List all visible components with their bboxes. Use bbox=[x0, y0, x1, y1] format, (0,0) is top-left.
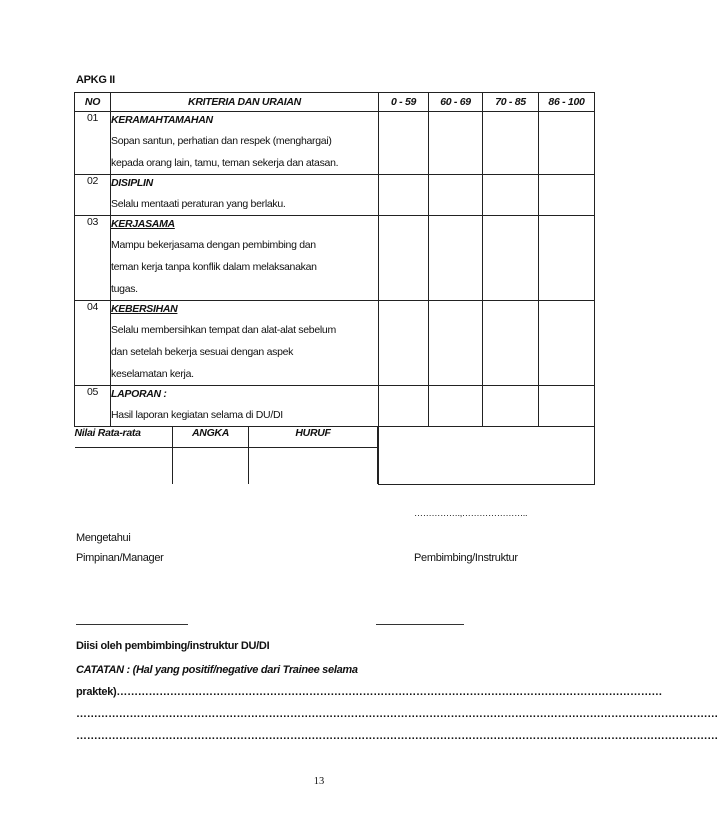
criteria-cell bbox=[111, 386, 379, 427]
score-cell-range-2[interactable] bbox=[429, 175, 483, 216]
place-date-line: …………….,………………….. bbox=[414, 508, 528, 518]
score-cell-range-1[interactable] bbox=[379, 216, 429, 301]
mengetahui-label: Mengetahui bbox=[76, 532, 131, 544]
criteria-description-line: Hasil laporan kegiatan selama di DU/DI bbox=[111, 409, 283, 421]
header-kriteria: KRITERIA DAN URAIAN bbox=[111, 93, 379, 112]
table-row bbox=[75, 386, 595, 427]
row-number: 04 bbox=[75, 301, 111, 386]
catatan-line-2: ……………………………………………………………………………………………………………………………………………………………… bbox=[76, 708, 718, 720]
score-cell-range-3[interactable] bbox=[483, 216, 539, 301]
catatan-label: CATATAN : (Hal yang positif/negative dari Trainee selama bbox=[76, 664, 358, 676]
criteria-cell bbox=[111, 112, 379, 175]
table-row bbox=[75, 301, 595, 386]
table-row bbox=[75, 112, 595, 175]
footer-blank-cell bbox=[379, 427, 595, 485]
criteria-cell bbox=[111, 216, 379, 301]
nilai-empty-cell bbox=[75, 448, 173, 485]
criteria-description-line: teman kerja tanpa konflik dalam melaksanakan bbox=[111, 261, 317, 273]
header-range-1: 0 - 59 bbox=[379, 93, 429, 112]
criteria-heading: KERAMAHTAMAHAN bbox=[111, 114, 213, 126]
page-number: 13 bbox=[313, 776, 325, 787]
score-cell-range-1[interactable] bbox=[379, 112, 429, 175]
table-row bbox=[75, 175, 595, 216]
score-cell-range-3[interactable] bbox=[483, 112, 539, 175]
score-cell-range-2[interactable] bbox=[429, 112, 483, 175]
header-range-2: 60 - 69 bbox=[429, 93, 483, 112]
criteria-heading: LAPORAN : bbox=[111, 388, 167, 400]
criteria-cell bbox=[111, 175, 379, 216]
criteria-description-line: Selalu mentaati peraturan yang berlaku. bbox=[111, 198, 286, 210]
score-cell-range-2[interactable] bbox=[429, 386, 483, 427]
row-number: 02 bbox=[75, 175, 111, 216]
row-number: 01 bbox=[75, 112, 111, 175]
criteria-description-line: Mampu bekerjasama dengan pembimbing dan bbox=[111, 239, 316, 251]
diisi-heading: Diisi oleh pembimbing/instruktur DU/DI bbox=[76, 640, 270, 652]
score-cell-range-3[interactable] bbox=[483, 301, 539, 386]
score-cell-range-2[interactable] bbox=[429, 216, 483, 301]
criteria-description-line: Sopan santun, perhatian dan respek (menghargai) bbox=[111, 135, 332, 147]
score-cell-range-3[interactable] bbox=[483, 386, 539, 427]
score-cell-range-4[interactable] bbox=[539, 301, 595, 386]
nilai-rata-rata-label: Nilai Rata-rata bbox=[75, 427, 173, 448]
angka-value-cell[interactable] bbox=[173, 448, 249, 485]
huruf-label: HURUF bbox=[249, 427, 378, 448]
left-signature-line bbox=[76, 624, 188, 625]
right-signer-title: Pembimbing/Instruktur bbox=[414, 552, 518, 564]
table-row bbox=[75, 216, 595, 301]
row-number: 03 bbox=[75, 216, 111, 301]
left-signer-title: Pimpinan/Manager bbox=[76, 552, 164, 564]
header-range-4: 86 - 100 bbox=[539, 93, 595, 112]
score-cell-range-1[interactable] bbox=[379, 175, 429, 216]
score-cell-range-3[interactable] bbox=[483, 175, 539, 216]
criteria-heading: DISIPLIN bbox=[111, 177, 153, 189]
criteria-description-line: dan setelah bekerja sesuai dengan aspek bbox=[111, 346, 294, 358]
row-number: 05 bbox=[75, 386, 111, 427]
criteria-description-line: Selalu membersihkan tempat dan alat-alat sebelum bbox=[111, 324, 336, 336]
catatan-line-3: ……………………………………………………………………………………………………………………………………………………………… bbox=[76, 730, 718, 742]
score-cell-range-4[interactable] bbox=[539, 175, 595, 216]
header-no: NO bbox=[75, 93, 111, 112]
score-cell-range-2[interactable] bbox=[429, 301, 483, 386]
section-title: APKG II bbox=[76, 74, 115, 86]
score-cell-range-4[interactable] bbox=[539, 386, 595, 427]
score-cell-range-1[interactable] bbox=[379, 301, 429, 386]
score-cell-range-4[interactable] bbox=[539, 112, 595, 175]
assessment-table bbox=[74, 92, 595, 485]
criteria-description-line: kepada orang lain, tamu, teman sekerja dan atasan. bbox=[111, 157, 339, 169]
criteria-heading: KERJASAMA bbox=[111, 218, 175, 230]
huruf-value-cell[interactable] bbox=[249, 448, 378, 485]
right-signature-line bbox=[376, 624, 464, 625]
criteria-heading: KEBERSIHAN bbox=[111, 303, 178, 315]
criteria-description-line: tugas. bbox=[111, 283, 138, 295]
score-cell-range-1[interactable] bbox=[379, 386, 429, 427]
criteria-cell bbox=[111, 301, 379, 386]
table-header-row bbox=[75, 93, 595, 112]
footer-label-row bbox=[75, 427, 595, 485]
angka-label: ANGKA bbox=[173, 427, 249, 448]
header-range-3: 70 - 85 bbox=[483, 93, 539, 112]
criteria-description-line: keselamatan kerja. bbox=[111, 368, 194, 380]
score-cell-range-4[interactable] bbox=[539, 216, 595, 301]
catatan-line-1: praktek)……………………………………………………………………………………………………………………………………… bbox=[76, 686, 663, 698]
